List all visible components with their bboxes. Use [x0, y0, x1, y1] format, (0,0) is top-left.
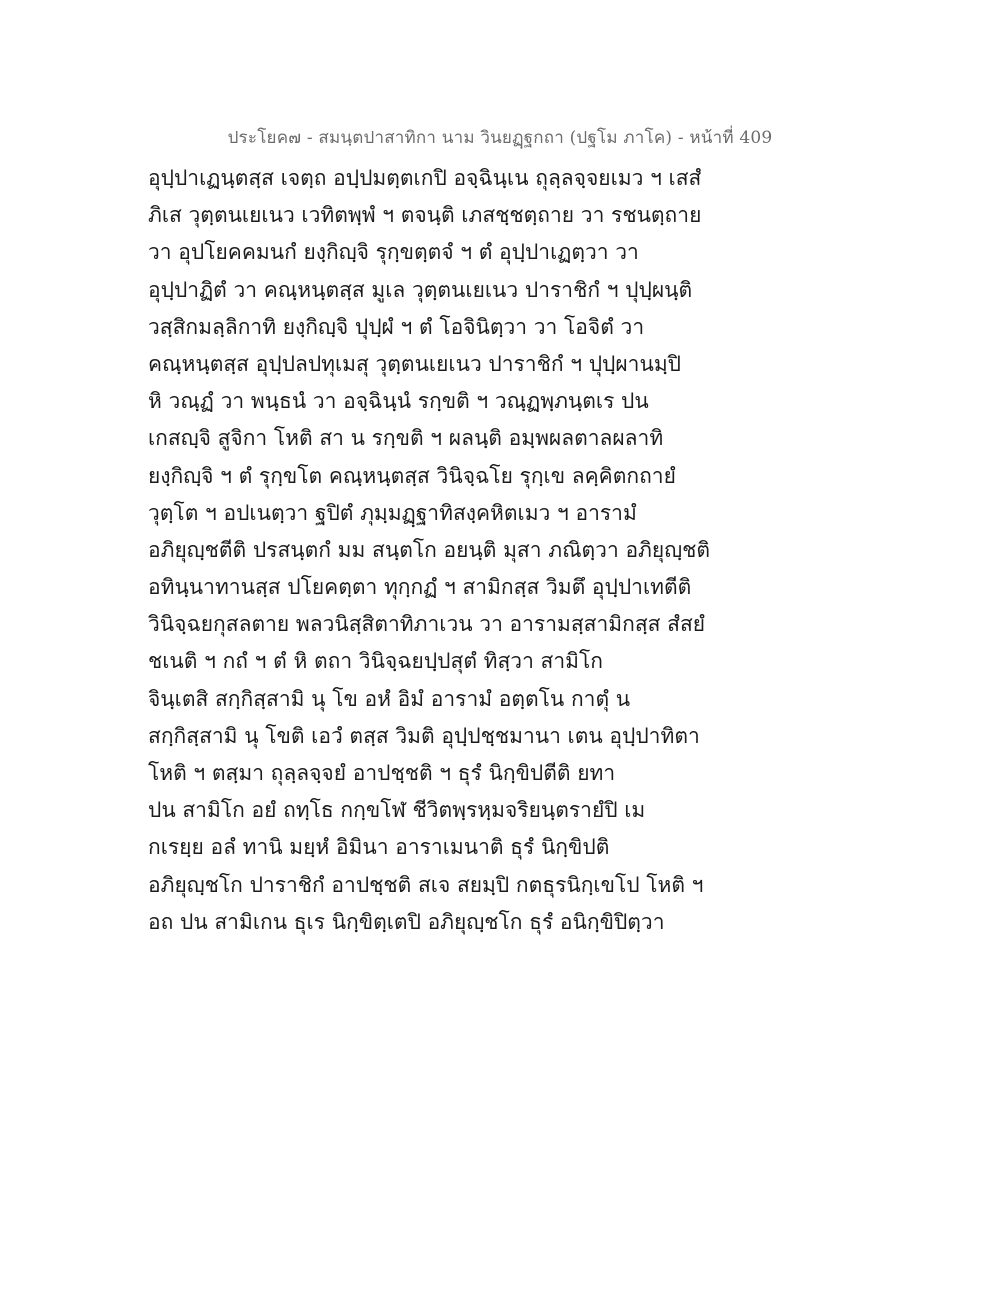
- text-line: ยงฺกิญฺจิ ฯ ตํ รุกฺขโต คณฺหนฺตสฺส วินิจฺฉโย รุกฺเข ลคฺคิตกถายํ: [148, 463, 676, 488]
- body-text: [148, 160, 868, 941]
- text-line: วสฺสิกมลฺลิกาทิ ยงฺกิญฺจิ ปุปฺผํ ฯ ตํ โอจินิตฺวา วา โอจิตํ วา: [148, 314, 645, 339]
- text-line: อทินฺนาทานสฺส ปโยคตฺตา ทุกฺกฏํ ฯ สามิกสฺส วิมตึ อุปฺปาเทตีติ: [148, 575, 692, 600]
- text-line: วุตฺโต ฯ อปเนตฺวา ฐปิตํ ภุมฺมฏฺฐาทิสงฺคหิตเมว ฯ อารามํ: [148, 500, 637, 525]
- text-line: อุปฺปาเฏนฺตสฺส เจตฺถ อปฺปมตฺตเกปิ อจฺฉินฺเน ถุลฺลจฺจยเมว ฯ เสสํ: [148, 166, 702, 190]
- text-line: เกสญฺจิ สูจิกา โหติ สา น รกฺขติ ฯ ผลนฺติ อมฺพผลตาลผลาทิ: [148, 426, 664, 451]
- text-line: อุปฺปาฏิตํ วา คณฺหนฺตสฺส มูเล วุตฺตนเยเนว ปาราชิกํ ฯ ปุปฺผนฺติ: [148, 277, 693, 302]
- text-line: วินิจฺฉยกุสลตาย พลวนิสฺสิตาทิภาเวน วา อารามสฺสามิกสฺส สํสยํ: [148, 612, 706, 637]
- text-line: ชเนติ ฯ กถํ ฯ ตํ หิ ตถา วินิจฺฉยปฺปสุตํ ทิสฺวา สามิโก: [148, 649, 604, 674]
- text-line: สกฺกิสฺสามิ นุ โขติ เอวํ ตสฺส วิมติ อุปฺปชฺชมานา เตน อุปฺปาทิตา: [148, 723, 700, 748]
- text-line: ภิเส วุตฺตนเยเนว เวทิตพฺพํ ฯ ตจนฺติ เภสชฺชตฺถาย วา รชนตฺถาย: [148, 203, 702, 228]
- text-line: โหติ ฯ ตสฺมา ถุลฺลจฺจยํ อาปชฺชติ ฯ ธุรํ นิกฺขิปตีติ ยทา: [148, 761, 616, 785]
- text-line: อภิยุญฺชตีติ ปรสนฺตกํ มม สนฺตโก อยนฺติ มุสา ภณิตฺวา อภิยุญฺชติ: [148, 537, 710, 562]
- text-line: กเรยฺย อลํ ทานิ มยฺหํ อิมินา อาราเมนาติ ธุรํ นิกฺขิปติ: [148, 835, 610, 860]
- text-line: อถ ปน สามิเกน ธุเร นิกฺขิตฺเตปิ อภิยุญฺชโก ธุรํ อนิกฺขิปิตฺวา: [148, 909, 665, 934]
- text-line: คณฺหนฺตสฺส อุปฺปลปทุเมสุ วุตฺตนเยเนว ปาราชิกํ ฯ ปุปฺผานมฺปิ: [148, 351, 681, 376]
- text-line: ปน สามิโก อยํ ถทฺโธ กกฺขโฬ ชีวิตพฺรหฺมจริยนฺตรายํปิ เม: [148, 798, 646, 823]
- text-line: จินฺเตสิ สกฺกิสฺสามิ นุ โข อหํ อิมํ อารามํ อตฺตโน กาตุํ น: [148, 686, 631, 711]
- text-line: วา อุปโยคคมนกํ ยงฺกิญฺจิ รุกฺขตฺตจํ ฯ ตํ อุปฺปาเฏตฺวา วา: [148, 240, 639, 265]
- running-header: ประโยค๗ - สมนฺตปาสาทิกา นาม วินยฏฺฐกถา (ปฐโม ภาโค) - หน้าที่ 409: [227, 128, 773, 148]
- text-line: อภิยุญฺชโก ปาราชิกํ อาปชฺชติ สเจ สยมฺปิ กตธุรนิกฺเขโป โหติ ฯ: [148, 872, 704, 897]
- text-line: หิ วณฺฏํ วา พนฺธนํ วา อจฺฉินฺนํ รกฺขติ ฯ วณฺฏพฺภนฺตเร ปน: [148, 389, 649, 414]
